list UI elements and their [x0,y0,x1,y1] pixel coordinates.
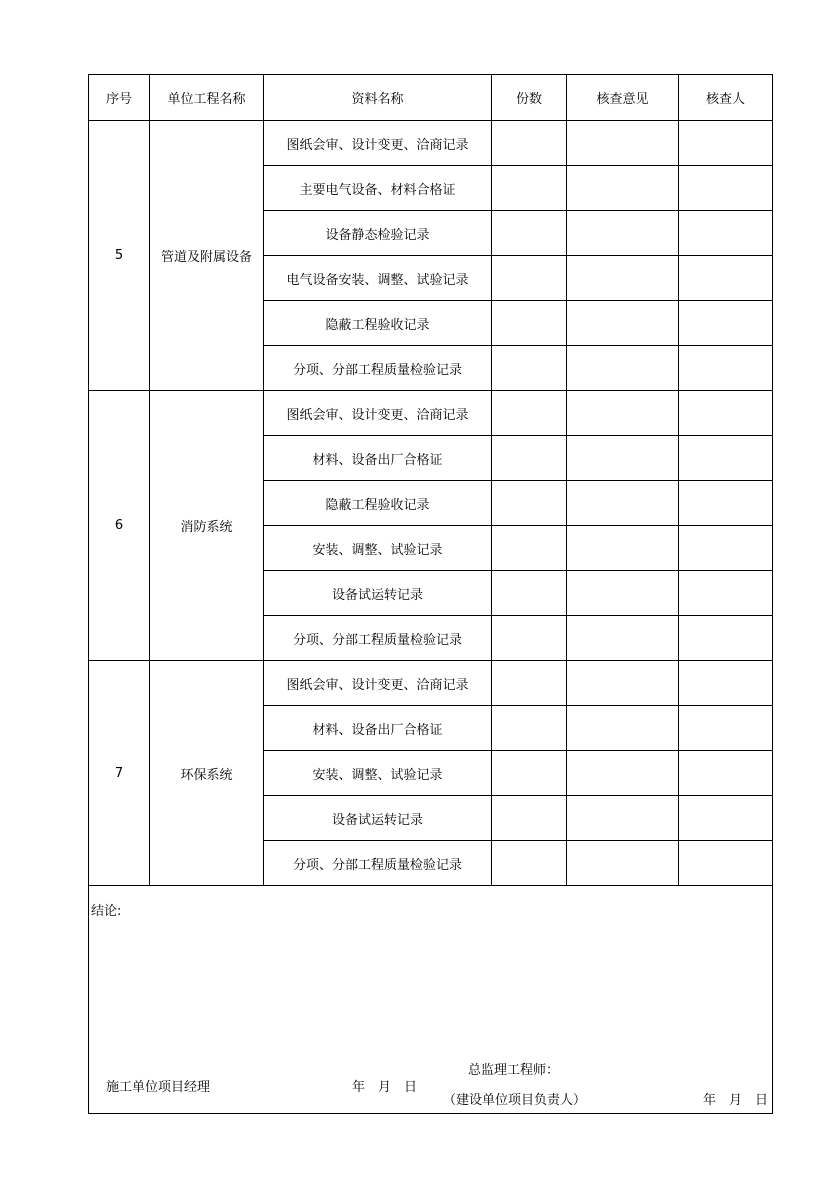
doc-name-cell: 图纸会审、设计变更、洽商记录 [264,121,492,166]
seq-cell: 5 [89,121,150,391]
checker-cell[interactable] [679,391,773,436]
checker-cell[interactable] [679,526,773,571]
opinion-cell[interactable] [567,301,679,346]
date-left: 年 月 日 [352,1080,418,1095]
doc-name-cell: 图纸会审、设计变更、洽商记录 [264,391,492,436]
date-right: 年 月 日 [703,1093,769,1108]
checker-cell[interactable] [679,436,773,481]
records-check-table [88,74,773,1114]
checker-cell[interactable] [679,661,773,706]
copies-cell[interactable] [492,751,567,796]
unit-name-cell: 消防系统 [150,391,264,661]
doc-name-cell: 设备试运转记录 [264,571,492,616]
doc-name-cell: 材料、设备出厂合格证 [264,706,492,751]
copies-cell[interactable] [492,391,567,436]
checker-cell[interactable] [679,301,773,346]
opinion-cell[interactable] [567,256,679,301]
copies-cell[interactable] [492,256,567,301]
doc-name-cell: 设备试运转记录 [264,796,492,841]
construction-manager-label: 施工单位项目经理 [106,1080,211,1095]
copies-cell[interactable] [492,481,567,526]
owner-rep-label: （建设单位项目负责人） [443,1093,587,1108]
doc-name-cell: 安装、调整、试验记录 [264,751,492,796]
checker-cell[interactable] [679,841,773,886]
table-row [89,121,773,166]
checker-cell[interactable] [679,481,773,526]
opinion-cell[interactable] [567,346,679,391]
copies-cell[interactable] [492,166,567,211]
doc-name-cell: 材料、设备出厂合格证 [264,436,492,481]
copies-cell[interactable] [492,571,567,616]
opinion-cell[interactable] [567,481,679,526]
copies-cell[interactable] [492,526,567,571]
copies-cell[interactable] [492,706,567,751]
seq-cell: 6 [89,391,150,661]
table-row [89,391,773,436]
copies-cell[interactable] [492,211,567,256]
checker-cell[interactable] [679,256,773,301]
opinion-cell[interactable] [567,166,679,211]
doc-name-cell: 分项、分部工程质量检验记录 [264,616,492,661]
opinion-cell[interactable] [567,616,679,661]
header-copies: 份数 [492,75,567,121]
header-doc-name: 资料名称 [264,75,492,121]
copies-cell[interactable] [492,301,567,346]
header-checker: 核查人 [679,75,773,121]
doc-name-cell: 分项、分部工程质量检验记录 [264,841,492,886]
copies-cell[interactable] [492,796,567,841]
checker-cell[interactable] [679,121,773,166]
unit-name-cell: 管道及附属设备 [150,121,264,391]
checker-cell[interactable] [679,751,773,796]
seq-cell: 7 [89,661,150,886]
copies-cell[interactable] [492,661,567,706]
checker-cell[interactable] [679,571,773,616]
opinion-cell[interactable] [567,751,679,796]
checker-cell[interactable] [679,166,773,211]
opinion-cell[interactable] [567,841,679,886]
header-unit-name: 单位工程名称 [150,75,264,121]
conclusion-row [89,886,773,1114]
checker-cell[interactable] [679,706,773,751]
copies-cell[interactable] [492,616,567,661]
header-seq: 序号 [89,75,150,121]
doc-name-cell: 电气设备安装、调整、试验记录 [264,256,492,301]
doc-name-cell: 设备静态检验记录 [264,211,492,256]
doc-name-cell: 隐蔽工程验收记录 [264,301,492,346]
opinion-cell[interactable] [567,706,679,751]
copies-cell[interactable] [492,346,567,391]
checker-cell[interactable] [679,211,773,256]
doc-name-cell: 分项、分部工程质量检验记录 [264,346,492,391]
header-opinion: 核查意见 [567,75,679,121]
doc-name-cell: 隐蔽工程验收记录 [264,481,492,526]
opinion-cell[interactable] [567,121,679,166]
checker-cell[interactable] [679,616,773,661]
conclusion-cell [89,886,773,1114]
opinion-cell[interactable] [567,391,679,436]
opinion-cell[interactable] [567,571,679,616]
doc-name-cell: 安装、调整、试验记录 [264,526,492,571]
unit-name-cell: 环保系统 [150,661,264,886]
copies-cell[interactable] [492,436,567,481]
opinion-cell[interactable] [567,436,679,481]
opinion-cell[interactable] [567,796,679,841]
doc-name-cell: 图纸会审、设计变更、洽商记录 [264,661,492,706]
doc-name-cell: 主要电气设备、材料合格证 [264,166,492,211]
header-row [89,75,773,121]
opinion-cell[interactable] [567,661,679,706]
conclusion-label: 结论: [91,904,122,919]
opinion-cell[interactable] [567,526,679,571]
copies-cell[interactable] [492,841,567,886]
chief-supervisor-label: 总监理工程师： [468,1063,560,1078]
checker-cell[interactable] [679,796,773,841]
opinion-cell[interactable] [567,211,679,256]
table-row [89,661,773,706]
checker-cell[interactable] [679,346,773,391]
copies-cell[interactable] [492,121,567,166]
